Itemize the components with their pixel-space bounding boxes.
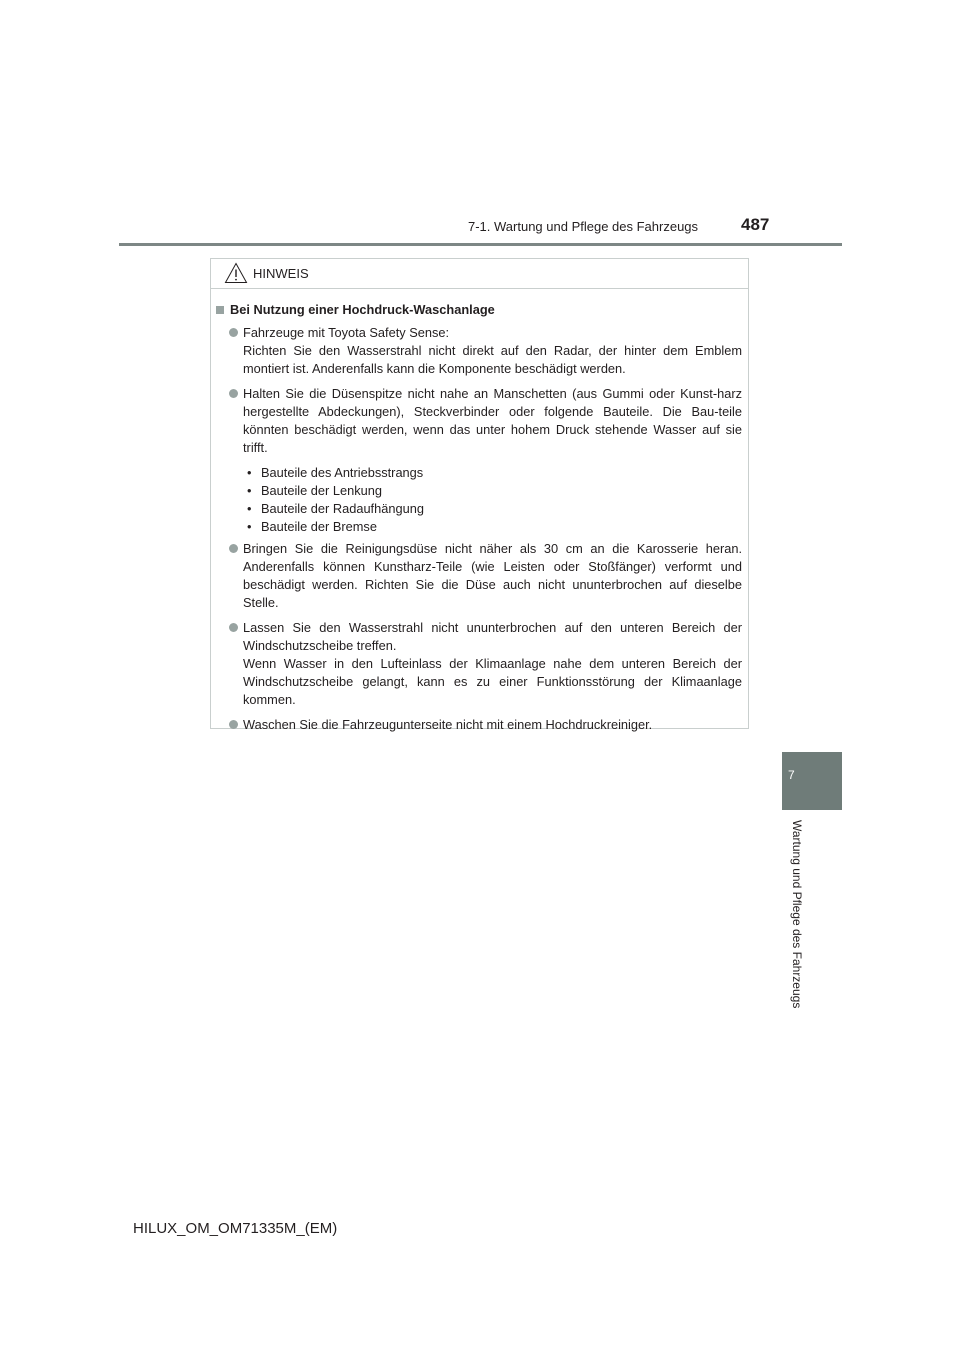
component-item: • Bauteile des Antriebsstrangs — [247, 464, 742, 482]
component-list — [216, 464, 742, 536]
list-item — [216, 324, 742, 378]
item-text: Bringen Sie die Reinigungsdüse nicht näher als 30 cm an die Karosserie heran. Anderenfalls können Kunstharz-Teile (wie Leisten oder Stoßfänger) verformt und beschädigt werden. Richten Sie die Düse auch nicht ununterbrochen auf dieselbe Stelle. — [243, 541, 742, 610]
item-text: Lassen Sie den Wasserstrahl nicht ununterbrochen auf den unteren Bereich der Windschutzscheibe treffen. — [243, 620, 742, 653]
notice-body — [211, 289, 748, 734]
header-divider — [119, 243, 842, 246]
item-text: Halten Sie die Düsenspitze nicht nahe an Manschetten (aus Gummi oder Kunst-harz hergestellte Abdeckungen), Steckverbinder oder folgende Bauteile. Die Bau-teile könnten beschädigt werden, wenn das unter hohem Druck stehende Wasser auf sie trifft. — [243, 386, 742, 455]
document-code: HILUX_OM_OM71335M_(EM) — [133, 1220, 338, 1237]
item-text: Richten Sie den Wasserstrahl nicht direkt auf den Radar, der hinter dem Emblem montiert ist. Anderenfalls kann die Komponente beschädigt werden. — [243, 343, 742, 376]
notice-title: HINWEIS — [253, 266, 309, 281]
square-bullet-icon — [216, 306, 224, 314]
section-title: 7-1. Wartung und Pflege des Fahrzeugs — [468, 219, 699, 234]
notice-heading — [216, 301, 742, 319]
chapter-number: 7 — [788, 768, 795, 782]
circle-bullet-icon — [229, 544, 238, 553]
item-text: Wenn Wasser in den Lufteinlass der Klimaanlage nahe dem unteren Bereich der Windschutzscheibe gelangt, kann es zu einer Funktionsstörung der Klimaanlage kommen. — [243, 656, 742, 707]
page-number: 487 — [741, 215, 770, 234]
list-item — [216, 540, 742, 612]
circle-bullet-icon — [229, 389, 238, 398]
component-item: • Bauteile der Lenkung — [247, 482, 742, 500]
chapter-title: Wartung und Pflege des Fahrzeugs — [790, 820, 804, 1009]
list-item — [216, 619, 742, 709]
notice-header — [211, 259, 748, 289]
component-item: • Bauteile der Bremse — [247, 518, 742, 536]
circle-bullet-icon — [229, 720, 238, 729]
circle-bullet-icon — [229, 328, 238, 337]
item-text: Fahrzeuge mit Toyota Safety Sense: — [243, 325, 450, 340]
component-item: • Bauteile der Radaufhängung — [247, 500, 742, 518]
list-item — [216, 385, 742, 457]
notice-box — [210, 258, 749, 732]
item-text: Waschen Sie die Fahrzeugunterseite nicht mit einem Hochdruckreiniger. — [243, 717, 653, 732]
warning-triangle-icon — [224, 262, 248, 289]
notice-heading-text: Bei Nutzung einer Hochdruck-Waschanlage — [230, 302, 495, 317]
circle-bullet-icon — [229, 623, 238, 632]
list-item — [216, 716, 742, 734]
